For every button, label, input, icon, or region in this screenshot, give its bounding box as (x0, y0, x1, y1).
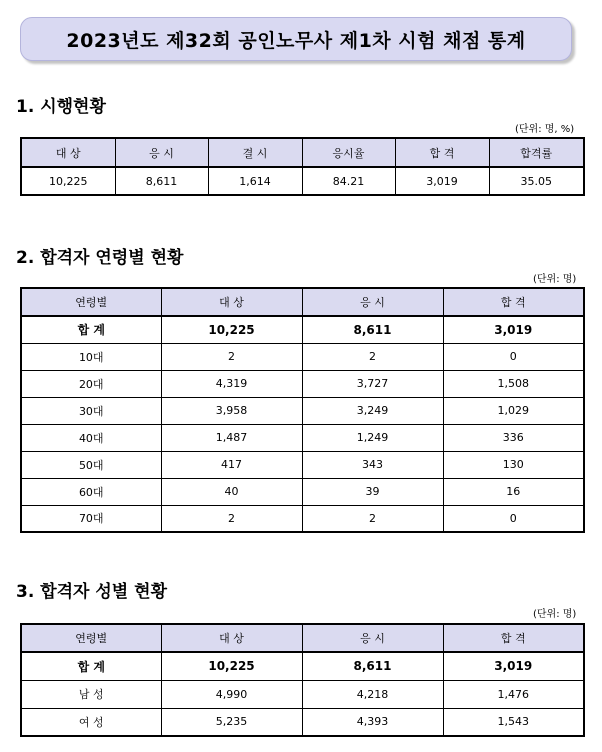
summary-table (20, 137, 585, 196)
table-cell: 0 (443, 505, 584, 532)
table-cell: 10,225 (161, 316, 302, 343)
table-cell: 합 계 (21, 652, 161, 680)
table-cell: 8,611 (115, 167, 208, 195)
section1-heading: 1. 시행현황 (16, 97, 106, 117)
table-cell: 4,218 (302, 680, 443, 708)
age-header-row (21, 288, 584, 316)
table-cell: 3,958 (161, 397, 302, 424)
table-cell: 343 (302, 451, 443, 478)
table-cell: 8,611 (302, 316, 443, 343)
section3-unit: (단위: 명) (533, 609, 577, 620)
table-row (21, 397, 584, 424)
header-cell: 대 상 (21, 138, 115, 167)
table-cell: 3,019 (443, 652, 584, 680)
table-row-total (21, 316, 584, 343)
table-cell: 70대 (21, 505, 161, 532)
table-row (21, 167, 584, 195)
table-cell: 1,249 (302, 424, 443, 451)
table-cell: 130 (443, 451, 584, 478)
table-cell: 1,614 (208, 167, 302, 195)
table-cell: 1,487 (161, 424, 302, 451)
table-cell: 3,019 (443, 316, 584, 343)
table-row (21, 680, 584, 708)
gender-header-row (21, 624, 584, 652)
table-row (21, 478, 584, 505)
table-cell: 10대 (21, 343, 161, 370)
table-row (21, 370, 584, 397)
table-cell: 2 (302, 343, 443, 370)
table-cell: 40대 (21, 424, 161, 451)
header-cell: 연령별 (21, 624, 161, 652)
table-cell: 10,225 (161, 652, 302, 680)
table-cell: 39 (302, 478, 443, 505)
section1-unit: (단위: 명, %) (515, 124, 575, 135)
header-cell: 대 상 (161, 624, 302, 652)
header-cell: 결 시 (208, 138, 302, 167)
table-cell: 남 성 (21, 680, 161, 708)
table-cell: 84.21 (302, 167, 395, 195)
table-cell: 40 (161, 478, 302, 505)
table-cell: 4,393 (302, 708, 443, 736)
header-cell: 응 시 (302, 624, 443, 652)
table-row-total (21, 652, 584, 680)
table-cell: 4,990 (161, 680, 302, 708)
header-cell: 응시율 (302, 138, 395, 167)
page-title (20, 17, 572, 61)
header-cell: 합격률 (489, 138, 584, 167)
table-cell: 3,019 (395, 167, 489, 195)
table-cell: 5,235 (161, 708, 302, 736)
section2-heading: 2. 합격자 연령별 현황 (16, 248, 184, 268)
table-row (21, 708, 584, 736)
table-cell: 16 (443, 478, 584, 505)
header-cell: 대 상 (161, 288, 302, 316)
table-cell: 60대 (21, 478, 161, 505)
header-cell: 합 격 (443, 624, 584, 652)
table-cell: 1,543 (443, 708, 584, 736)
table-cell: 20대 (21, 370, 161, 397)
header-cell: 응 시 (302, 288, 443, 316)
table-cell: 2 (302, 505, 443, 532)
table-cell: 50대 (21, 451, 161, 478)
table-cell: 336 (443, 424, 584, 451)
table-cell: 여 성 (21, 708, 161, 736)
header-cell: 합 격 (443, 288, 584, 316)
table-cell: 1,508 (443, 370, 584, 397)
table-cell: 4,319 (161, 370, 302, 397)
table-cell: 3,249 (302, 397, 443, 424)
section3-heading: 3. 합격자 성별 현황 (16, 582, 167, 602)
gender-table (20, 623, 585, 737)
table-cell: 417 (161, 451, 302, 478)
header-cell: 응 시 (115, 138, 208, 167)
table-row (21, 451, 584, 478)
table-cell: 35.05 (489, 167, 584, 195)
table-row (21, 424, 584, 451)
header-cell: 합 격 (395, 138, 489, 167)
table-cell: 2 (161, 505, 302, 532)
table-cell: 30대 (21, 397, 161, 424)
summary-header-row (21, 138, 584, 167)
table-row (21, 505, 584, 532)
age-table (20, 287, 585, 533)
table-cell: 1,029 (443, 397, 584, 424)
table-cell: 1,476 (443, 680, 584, 708)
page-title-text: 2023년도 제32회 공인노무사 제1차 시험 채점 통계 (66, 29, 526, 52)
table-cell: 8,611 (302, 652, 443, 680)
header-cell: 연령별 (21, 288, 161, 316)
table-cell: 0 (443, 343, 584, 370)
section2-unit: (단위: 명) (533, 274, 577, 285)
table-cell: 10,225 (21, 167, 115, 195)
table-row (21, 343, 584, 370)
table-cell: 3,727 (302, 370, 443, 397)
table-cell: 2 (161, 343, 302, 370)
table-cell: 합 계 (21, 316, 161, 343)
